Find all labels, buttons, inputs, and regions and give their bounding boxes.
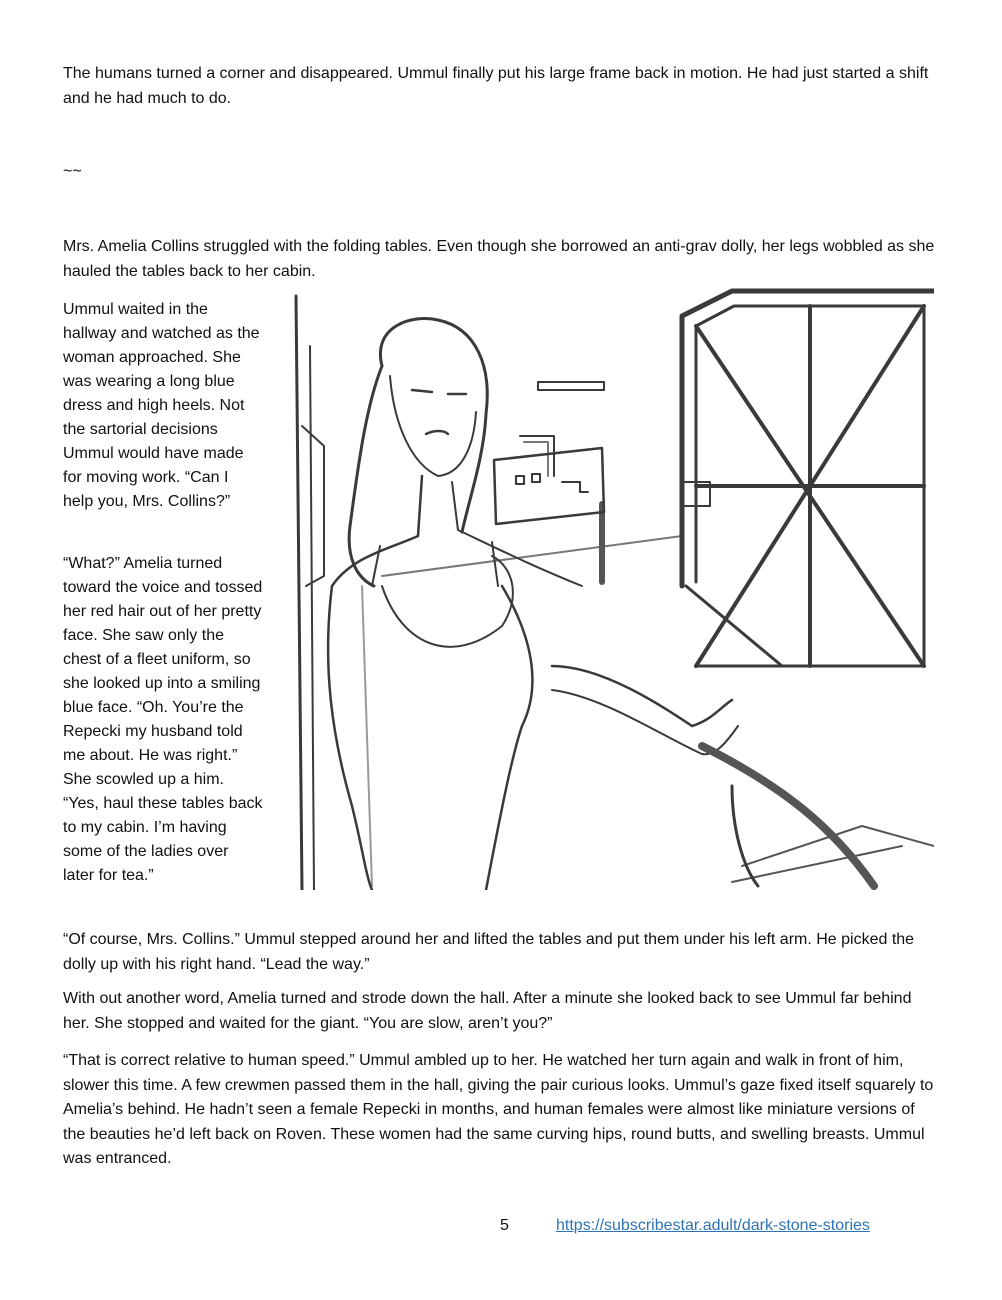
paragraph-5: “That is correct relative to human speed.” Ummul ambled up to her. He watched her turn again and walk in front of him, slower this time. A few crewmen passed them in the hall, giving the pair curious looks. Ummul’s gaze fixed itself squarely to Amelia’s behind. He hadn’t seen a female Repecki in months, and human females were almost like miniature versions of the beauties he’d left back on Roven. These women had the same curving hips, round butts, and swelling breasts. Ummul was entranced. bbox=[63, 1052, 934, 1167]
section-separator: ~~ bbox=[63, 163, 82, 180]
paragraph-1: The humans turned a corner and disappeared. Ummul finally put his large frame back in motion. He had just started a shift and he had much to do. bbox=[63, 65, 929, 107]
subscribestar-link[interactable]: https://subscribestar.adult/dark-stone-stories bbox=[556, 1217, 870, 1234]
paragraph-4: With out another word, Amelia turned and strode down the hall. After a minute she looked back to see Ummul far behind her. She stopped and waited for the giant. “You are slow, aren’t you?” bbox=[63, 990, 912, 1032]
paragraph-3: “Of course, Mrs. Collins.” Ummul stepped around her and lifted the tables and put them under his left arm. He picked the dolly up with his right hand. “Lead the way.” bbox=[63, 931, 915, 973]
side-paragraph-2: “What?” Amelia turned toward the voice and tossed her red hair out of her pretty face. She saw only the chest of a fleet uniform, so she looked up into a smiling blue face. “Oh. You’re the Repecki my husband told me about. He was right.” She scowled up a him. “Yes, haul these tables back to my cabin. I’m having some of the ladies over later for tea.” bbox=[63, 555, 263, 884]
side-paragraph-1: Ummul waited in the hallway and watched as the woman approached. She was wearing a long blue dress and high heels. Not the sartorial decisions Ummul would have made for moving work. “Can I help you, Mrs. Collins?” bbox=[63, 301, 260, 510]
page-number: 5 bbox=[500, 1217, 509, 1234]
illustration bbox=[262, 286, 934, 890]
paragraph-2: Mrs. Amelia Collins struggled with the folding tables. Even though she borrowed an anti-grav dolly, her legs wobbled as she hauled the tables back to her cabin. bbox=[63, 238, 935, 280]
